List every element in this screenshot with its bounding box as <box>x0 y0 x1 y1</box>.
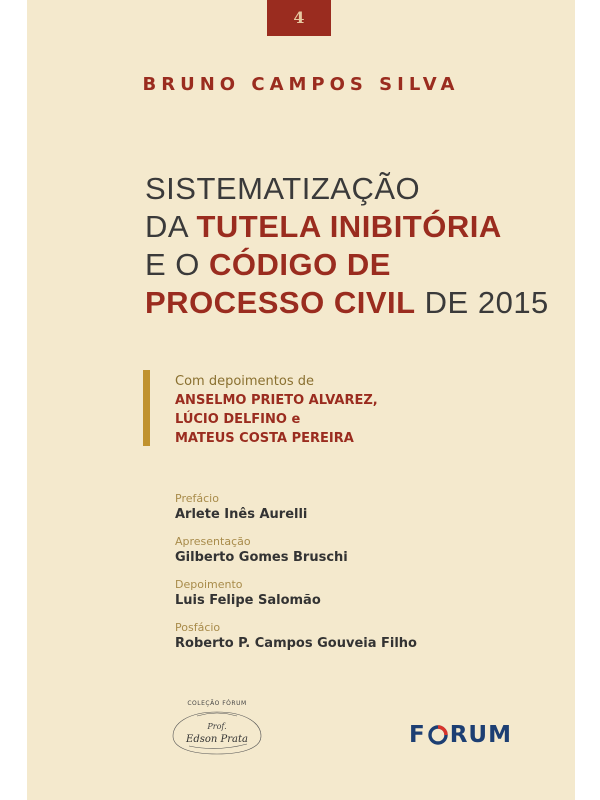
collection-label: COLEÇÃO FÓRUM <box>187 700 247 707</box>
title-line-accent: TUTELA INIBITÓRIA <box>196 209 502 244</box>
title-line <box>145 246 565 284</box>
credit-person: Gilberto Gomes Bruschi <box>175 550 348 565</box>
title-line <box>145 208 565 246</box>
title-line-accent: PROCESSO CIVIL <box>145 285 416 320</box>
testimony-names: ANSELMO PRIETO ALVAREZ, LÚCIO DELFINO e MATEUS COSTA PEREIRA <box>175 393 378 446</box>
publisher-logo-suffix: RUM <box>449 722 512 748</box>
title-line-tail: DE 2015 <box>415 285 549 320</box>
credit-person: Roberto P. Campos Gouveia Filho <box>175 636 417 651</box>
title-line <box>145 284 565 322</box>
testimony-block <box>175 372 555 448</box>
title-line-accent: CÓDIGO DE <box>209 247 391 282</box>
credit-role: Prefácio <box>175 492 219 505</box>
book-cover <box>27 0 575 800</box>
testimony-intro: Com depoimentos de <box>175 374 315 389</box>
title-line <box>145 170 565 208</box>
signature-seal-icon <box>167 708 267 758</box>
credit-role: Depoimento <box>175 578 243 591</box>
author-name: BRUNO CAMPOS SILVA <box>142 74 460 95</box>
volume-number-badge: 4 <box>267 0 331 36</box>
svg-text:Prof.: Prof. <box>207 722 227 731</box>
credit-role: Posfácio <box>175 621 221 634</box>
title-line-plain: SISTEMATIZAÇÃO <box>145 171 421 206</box>
credit-person: Arlete Inês Aurelli <box>175 507 308 522</box>
title-line-plain: E O <box>145 247 210 282</box>
credit-person: Luis Felipe Salomão <box>175 593 321 608</box>
credit-item <box>175 492 555 523</box>
credit-item <box>175 578 555 609</box>
book-title <box>145 170 565 322</box>
publisher-logo <box>409 722 512 748</box>
collection-seal <box>167 700 267 756</box>
credit-item <box>175 535 555 566</box>
title-line-plain: DA <box>145 209 197 244</box>
credit-role: Apresentação <box>175 535 251 548</box>
publisher-o-ring-icon <box>427 724 449 746</box>
credits-list <box>175 492 555 664</box>
testimony-accent-bar <box>143 370 150 446</box>
svg-text:Edson Prata: Edson Prata <box>186 734 248 745</box>
credit-item <box>175 621 555 652</box>
publisher-logo-prefix: F <box>409 722 426 748</box>
